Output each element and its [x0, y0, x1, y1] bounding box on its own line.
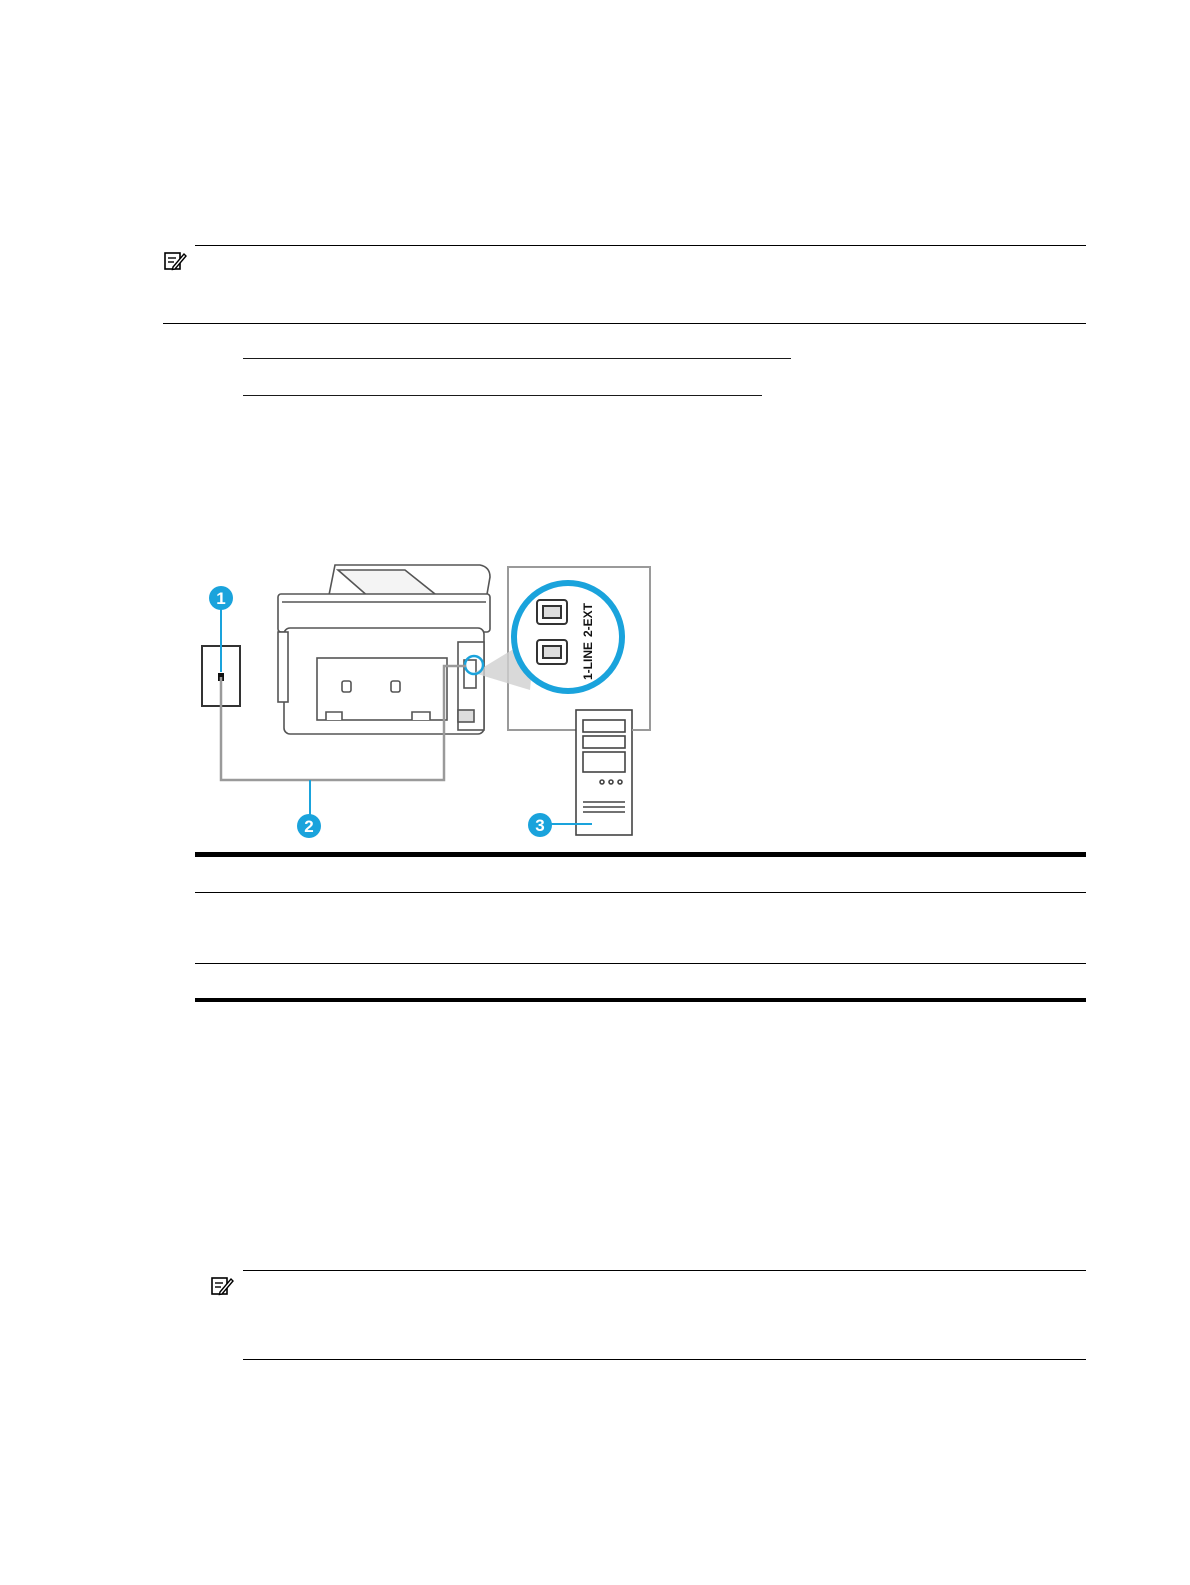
note-icon — [210, 1275, 234, 1297]
callout-3 — [528, 813, 552, 837]
note2-top-rule — [243, 1270, 1086, 1271]
svg-text:2: 2 — [304, 817, 314, 836]
svg-text:3: 3 — [535, 816, 545, 835]
svg-text:1: 1 — [216, 589, 226, 608]
printer-illustration — [278, 565, 490, 734]
port-zoom-circle — [514, 583, 622, 691]
table-bottom-rule — [195, 998, 1086, 1002]
callout-2 — [297, 814, 321, 838]
note-top-rule — [195, 245, 1086, 246]
callout-1 — [209, 586, 233, 610]
table-top-rule — [195, 852, 1086, 857]
link-underline-1[interactable] — [243, 358, 791, 359]
port-label-line: 1-LINE — [581, 641, 595, 680]
setup-diagram — [190, 562, 660, 844]
table-header-rule — [195, 892, 1086, 893]
table-row-rule — [195, 963, 1086, 964]
link-underline-2[interactable] — [243, 395, 762, 396]
phone-port-icon-ext — [537, 600, 567, 624]
port-label-ext: 2-EXT — [581, 602, 595, 637]
note-bottom-rule — [163, 323, 1086, 324]
note2-bottom-rule — [243, 1359, 1086, 1360]
note-icon — [163, 250, 187, 272]
phone-port-icon-line — [537, 640, 567, 664]
computer-tower-illustration — [576, 710, 632, 835]
